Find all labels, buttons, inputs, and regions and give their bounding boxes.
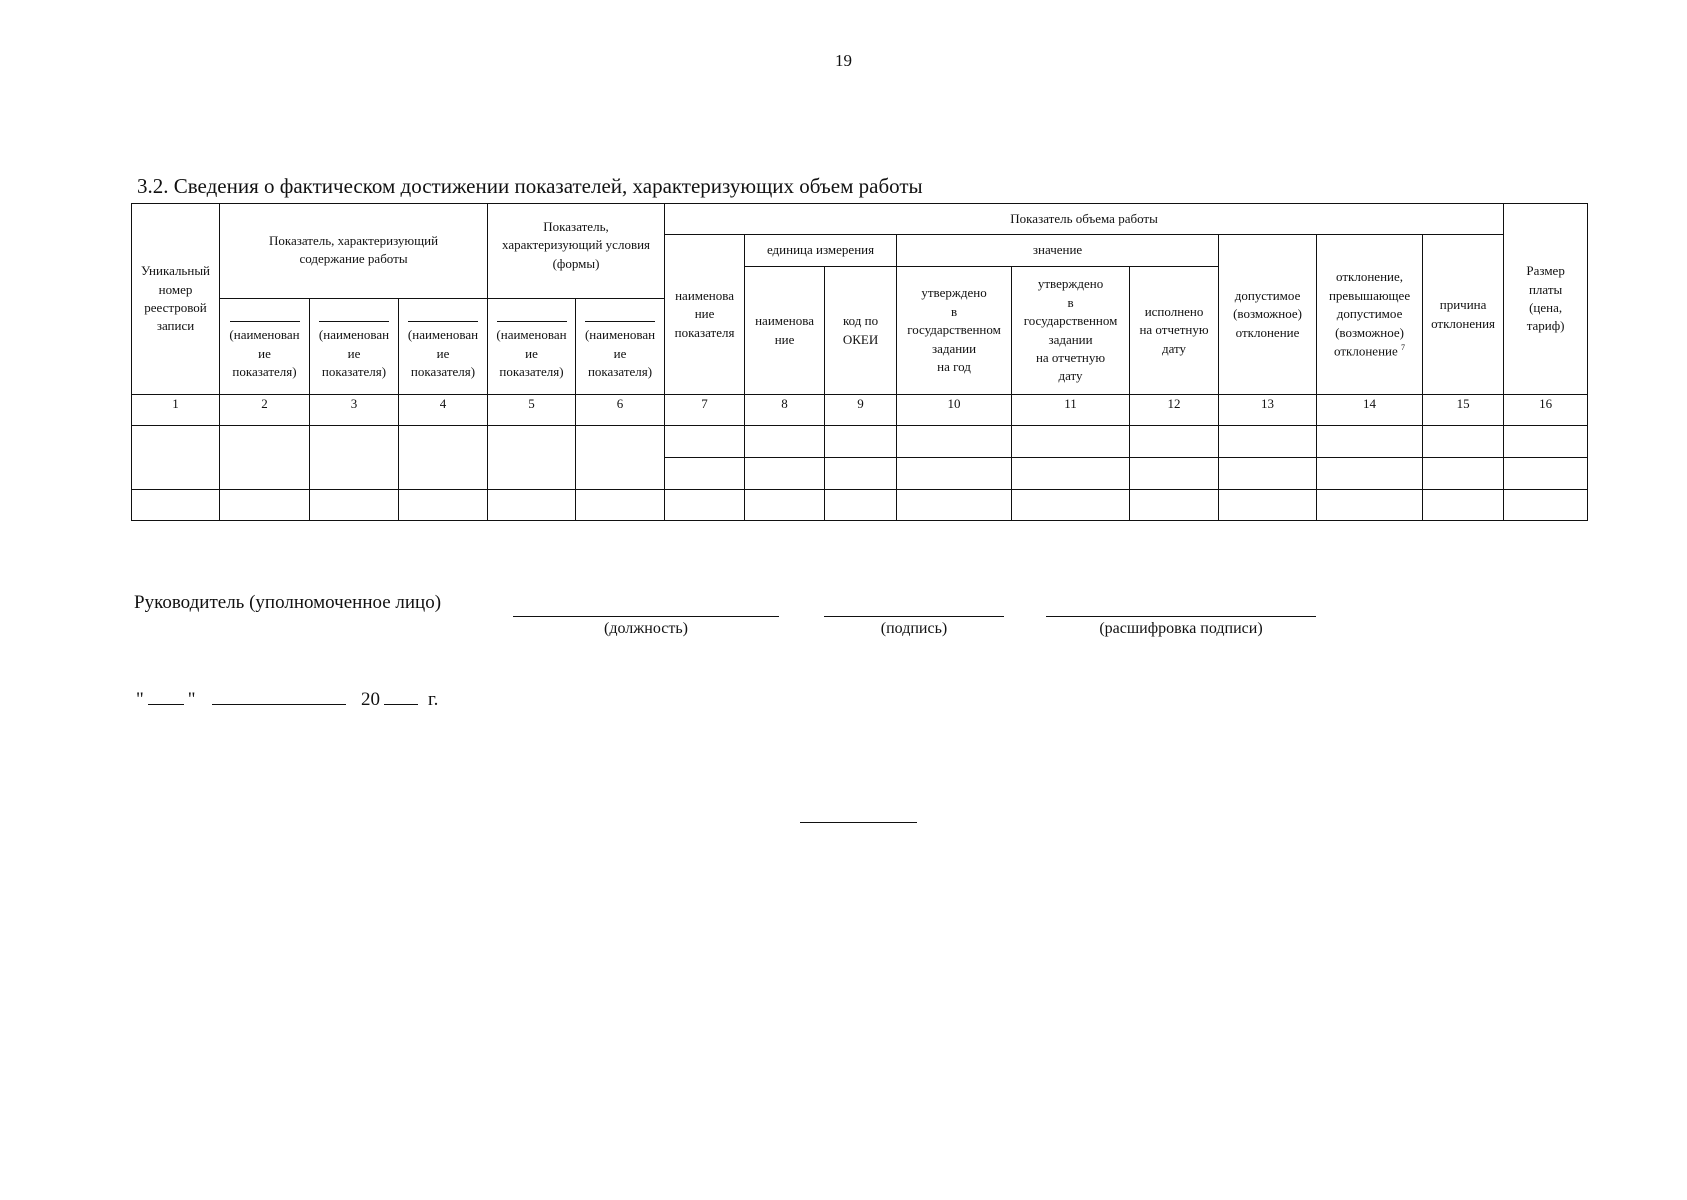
header-sub-indicator-5: (наименован ие показателя) (488, 299, 576, 395)
table-cell (1012, 426, 1130, 458)
table-cell (1219, 490, 1317, 521)
table-cell (745, 426, 825, 458)
signature-field[interactable] (824, 602, 1004, 638)
table-cell (220, 426, 310, 490)
header-approved-year: утверждено в государственном задании на год (897, 267, 1012, 395)
table-cell (1423, 490, 1504, 521)
table-row (132, 426, 1588, 458)
signature-line (824, 602, 1004, 617)
table-cell (132, 426, 220, 490)
header-sub-indicator-4: (наименован ие показателя) (399, 299, 488, 395)
work-volume-table (131, 203, 1588, 521)
decryption-field[interactable] (1046, 602, 1316, 638)
column-number: 6 (576, 395, 665, 426)
section-title: 3.2. Сведения о фактическом достижении показателей, характеризующих объем работы (137, 174, 923, 198)
column-number: 3 (310, 395, 399, 426)
table-cell (1504, 426, 1588, 458)
column-number: 13 (1219, 395, 1317, 426)
table-cell (1423, 458, 1504, 490)
table-cell (399, 490, 488, 521)
table-cell (1504, 458, 1588, 490)
month-field[interactable] (212, 688, 346, 705)
table-cell (1317, 458, 1423, 490)
table-cell (576, 490, 665, 521)
header-executed: исполнено на отчетную дату (1130, 267, 1219, 395)
table-cell (897, 458, 1012, 490)
footnote-separator (800, 822, 917, 823)
column-number: 11 (1012, 395, 1130, 426)
table-cell (310, 426, 399, 490)
signature-caption: (подпись) (880, 620, 948, 637)
column-number: 10 (897, 395, 1012, 426)
table-cell (132, 490, 220, 521)
table-cell (1012, 490, 1130, 521)
table-cell (897, 426, 1012, 458)
position-caption: (должность) (604, 620, 688, 637)
column-number: 16 (1504, 395, 1588, 426)
table-cell (745, 490, 825, 521)
header-fee: Размер платы (цена, тариф) (1504, 204, 1588, 395)
table-cell (576, 426, 665, 490)
table-cell (897, 490, 1012, 521)
column-number: 12 (1130, 395, 1219, 426)
column-number: 14 (1317, 395, 1423, 426)
header-unique-number: Уникальный номер реестровой записи (132, 204, 220, 395)
year-prefix: 20 (361, 689, 381, 710)
header-exceeding-deviation: отклонение, превышающее допустимое (возможное) отклонение $^7$ (1317, 235, 1423, 395)
table-cell (1504, 490, 1588, 521)
day-field[interactable] (148, 688, 184, 705)
table-cell (1317, 426, 1423, 458)
table-cell (399, 426, 488, 490)
column-number: 15 (1423, 395, 1504, 426)
column-number: 2 (220, 395, 310, 426)
table-cell (1012, 458, 1130, 490)
table-cell (1130, 458, 1219, 490)
header-indicator-name: наименова ние показателя (665, 235, 745, 395)
column-number-row (132, 395, 1588, 426)
header-conditions-group: Показатель, характеризующий условия (формы) (488, 204, 665, 299)
header-okei-code: код по ОКЕИ (825, 267, 897, 395)
header-unit-name: наименова ние (745, 267, 825, 395)
column-number: 1 (132, 395, 220, 426)
header-sub-indicator-2: (наименован ие показателя) (220, 299, 310, 395)
column-number: 9 (825, 395, 897, 426)
header-value-group: значение (897, 235, 1219, 267)
header-sub-indicator-3: (наименован ие показателя) (310, 299, 399, 395)
table-row (132, 490, 1588, 521)
table-cell (1130, 426, 1219, 458)
column-number: 7 (665, 395, 745, 426)
table-cell (825, 490, 897, 521)
table-cell (665, 426, 745, 458)
column-number: 5 (488, 395, 576, 426)
table-cell (1423, 426, 1504, 458)
table-cell (1130, 490, 1219, 521)
table-cell (488, 426, 576, 490)
table-cell (1219, 458, 1317, 490)
footnote-marker: 7 (1401, 343, 1406, 353)
table-cell (310, 490, 399, 521)
table-cell (1317, 490, 1423, 521)
date-line (136, 688, 438, 711)
header-sub-indicator-6: (наименован ие показателя) (576, 299, 665, 395)
header-allowed-deviation: допустимое (возможное) отклонение (1219, 235, 1317, 395)
table-cell (1219, 426, 1317, 458)
position-field[interactable] (513, 602, 779, 638)
table-cell (745, 458, 825, 490)
decryption-caption: (расшифровка подписи) (1099, 620, 1263, 637)
open-quote: " (136, 689, 144, 710)
decryption-line (1046, 602, 1316, 617)
table-cell (665, 490, 745, 521)
table-cell (665, 458, 745, 490)
header-approved-date: утверждено в государственном задании на отчетную дату (1012, 267, 1130, 395)
year-field[interactable] (384, 688, 418, 705)
table-cell (825, 426, 897, 458)
header-content-group: Показатель, характеризующий содержание работы (220, 204, 488, 299)
position-line (513, 602, 779, 617)
table-cell (488, 490, 576, 521)
table-cell (220, 490, 310, 521)
table-cell (825, 458, 897, 490)
signature-label: Руководитель (уполномоченное лицо) (134, 592, 442, 613)
header-unit-group: единица измерения (745, 235, 897, 267)
close-quote: " (187, 689, 196, 710)
column-number: 4 (399, 395, 488, 426)
header-reason: причина отклонения (1423, 235, 1504, 395)
year-suffix: г. (428, 689, 439, 710)
page-number: 19 (835, 51, 852, 70)
header-volume-group: Показатель объема работы (665, 204, 1504, 235)
column-number: 8 (745, 395, 825, 426)
